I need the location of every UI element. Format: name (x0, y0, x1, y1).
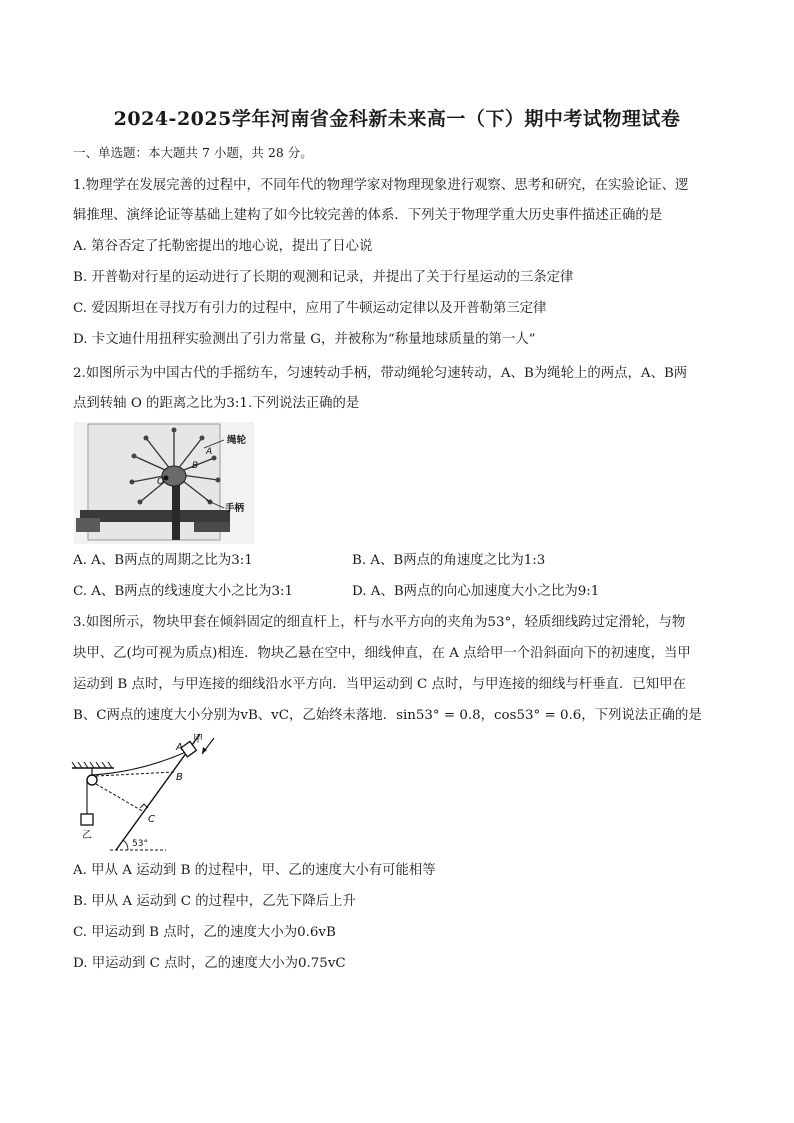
label-point-a: A (176, 742, 183, 753)
label-jia: 甲 (193, 734, 203, 745)
q3-option-a[interactable]: A. 甲从 A 运动到 B 的过程中，甲、乙的速度大小有可能相等 (73, 863, 436, 878)
base-beam (80, 510, 230, 522)
section-heading: 一、单选题：本大题共 7 小题，共 28 分。 (73, 145, 313, 160)
string-to-a (92, 752, 186, 775)
q1-option-c[interactable]: C. 爱因斯坦在寻找万有引力的过程中，应用了牛顿运动定律以及开普勒第三定律 (73, 301, 547, 316)
ceiling-hatch (72, 762, 112, 768)
label-wheel: 绳轮 (227, 435, 247, 446)
q2-option-a[interactable]: A. A、B两点的周期之比为3:1 (73, 553, 253, 568)
q3-option-c[interactable]: C. 甲运动到 B 点时，乙的速度大小为0.6vB (73, 925, 336, 940)
block-yi (81, 814, 93, 825)
string-to-c-dashed (96, 784, 144, 812)
pulley-incline-figure (70, 732, 220, 854)
spinning-wheel-figure (74, 422, 254, 544)
label-point-c: C (148, 814, 155, 825)
label-handle: 手柄 (225, 503, 245, 514)
q1-option-d[interactable]: D. 卡文迪什用扭秤实验测出了引力常量 G，并被称为“称量地球质量的第一人” (73, 332, 536, 347)
q1-stem-line2: 辑推理、演绎论证等基础上建构了如今比较完善的体系．下列关于物理学重大历史事件描述正确的是 (73, 208, 663, 223)
page-title: 2024-2025学年河南省金科新未来高一（下）期中考试物理试卷 (113, 108, 681, 130)
pulley-wheel (87, 775, 97, 785)
q1-option-b[interactable]: B. 开普勒对行星的运动进行了长期的观测和记录，并提出了关于行星运动的三条定律 (73, 270, 574, 285)
label-yi: 乙 (82, 830, 92, 841)
q3-option-b[interactable]: B. 甲从 A 运动到 C 的过程中，乙先下降后上升 (73, 894, 356, 909)
label-point-a: A (206, 447, 213, 457)
right-angle-mark (140, 804, 148, 808)
q1-stem-line1: 1.物理学在发展完善的过程中，不同年代的物理学家对物理现象进行观察、思考和研究，在实验论证、逻 (73, 178, 689, 193)
label-point-b: B (176, 772, 183, 783)
q2-stem-line1: 2.如图所示为中国古代的手摇纺车，匀速转动手柄，带动绳轮匀速转动，A、B为绳轮上的两点，A、B两 (73, 366, 688, 381)
support-post (172, 478, 180, 540)
q2-option-b[interactable]: B. A、B两点的角速度之比为1:3 (352, 553, 546, 568)
label-point-o: O (157, 477, 165, 487)
q3-stem-line4: B、C两点的速度大小分别为vB、vC，乙始终未落地．sin53° = 0.8，cos53° = 0.6，下列说法正确的是 (73, 708, 702, 723)
pulley-incline-diagram (70, 732, 220, 854)
q3-option-d[interactable]: D. 甲运动到 C 点时，乙的速度大小为0.75vC (73, 956, 346, 971)
q2-option-c[interactable]: C. A、B两点的线速度大小之比为3:1 (73, 584, 294, 599)
q2-option-d[interactable]: D. A、B两点的向心加速度大小之比为9:1 (352, 584, 600, 599)
q2-stem-line2: 点到转轴 O 的距离之比为3:1.下列说法正确的是 (73, 396, 360, 411)
q3-stem-line2: 块甲、乙(均可视为质点)相连．物块乙悬在空中，细线伸直，在 A 点给甲一个沿斜面向下的初速度，当甲 (73, 646, 691, 661)
axis-o-point (164, 476, 169, 481)
q1-option-a[interactable]: A. 第谷否定了托勒密提出的地心说，提出了日心说 (73, 239, 373, 254)
q3-stem-line3: 运动到 B 点时，与甲连接的细线沿水平方向．当甲运动到 C 点时，与甲连接的细线与杆垂直．已知甲在 (73, 677, 686, 692)
label-angle: 53° (132, 839, 148, 849)
label-point-b: B (192, 461, 199, 471)
q3-stem-line1: 3.如图所示，物块甲套在倾斜固定的细直杆上，杆与水平方向的夹角为53°，轻质细线跨过定滑轮，与物 (73, 615, 686, 630)
spinning-wheel-diagram (74, 422, 254, 544)
